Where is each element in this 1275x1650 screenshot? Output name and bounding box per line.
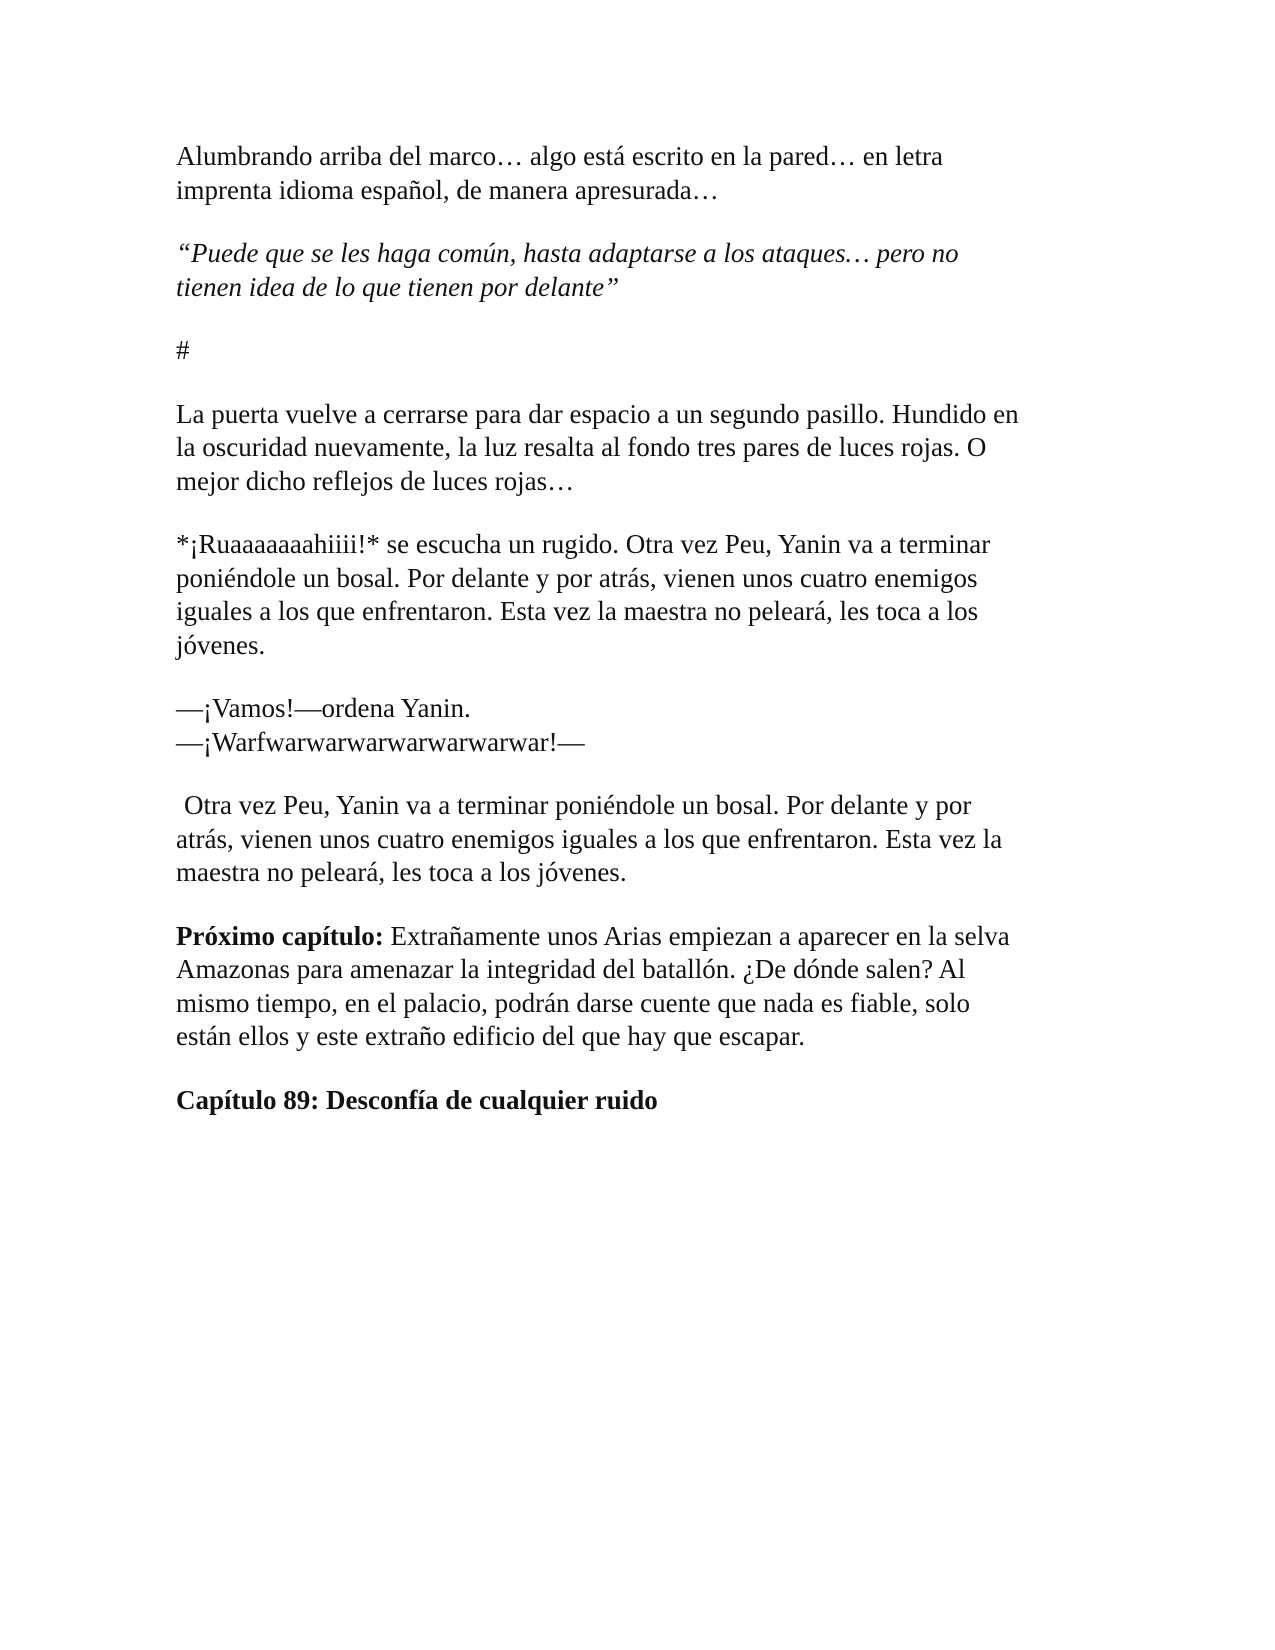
text-line: Alumbrando arriba del marco… algo está escrito en la pared… en letra (176, 141, 943, 171)
text-line: “Puede que se les haga común, hasta adaptarse a los ataques… pero no (176, 238, 959, 268)
dialogue-line: —¡Vamos!—ordena Yanin. (176, 693, 471, 723)
text-line: maestra no peleará, les toca a los jóvenes. (176, 857, 627, 887)
text-line: la oscuridad nuevamente, la luz resalta al fondo tres pares de luces rojas. O (176, 432, 987, 462)
chapter-heading (176, 1084, 1096, 1118)
quote-paragraph (176, 237, 1096, 304)
next-chapter-text: Extrañamente unos Arias empiezan a aparecer en la selva (383, 920, 1010, 951)
text-line (176, 920, 1096, 954)
text-line: jóvenes. (176, 629, 266, 660)
next-chapter-preview (176, 920, 1096, 1054)
text-line: La puerta vuelve a cerrarse para dar espacio a un segundo pasillo. Hundido en (176, 398, 1019, 429)
next-chapter-label: Próximo capítulo: (176, 920, 384, 951)
paragraph-repeat (176, 789, 1096, 890)
text-line: *¡Ruaaaaaaahiiii!* se escucha un rugido. Otra vez Peu, Yanin va a terminar (176, 529, 991, 559)
document-page (176, 140, 1096, 1147)
paragraph-roar (176, 528, 1096, 662)
chapter-title: Capítulo 89: Desconfía de cualquier ruido (176, 1084, 658, 1115)
dialogue-line: —¡Warfwarwarwarwarwarwarwar!— (176, 726, 585, 757)
text-line: Amazonas para amenazar la integridad del batallón. ¿De dónde salen? Al (176, 954, 966, 984)
text-line: atrás, vienen unos cuatro enemigos iguales a los que enfrentaron. Esta vez la (176, 823, 1003, 854)
text-line: imprenta idioma español, de manera apresurada… (176, 174, 719, 205)
text-line: mejor dicho reflejos de luces rojas… (176, 465, 575, 496)
paragraph-inscription (176, 140, 1096, 207)
text-line: iguales a los que enfrentaron. Esta vez la maestra no peleará, les toca a los (176, 596, 979, 626)
paragraph-corridor (176, 398, 1096, 499)
text-line: mismo tiempo, en el palacio, podrán darse cuente que nada es fiable, solo (176, 987, 970, 1018)
text-line: están ellos y este extraño edificio del que hay que escapar. (176, 1021, 806, 1051)
separator-mark: # (176, 335, 190, 365)
text-line: poniéndole un bosal. Por delante y por atrás, vienen unos cuatro enemigos (176, 562, 978, 593)
text-line: Otra vez Peu, Yanin va a terminar poniéndole un bosal. Por delante y por (184, 790, 972, 820)
dialogue-block (176, 692, 1096, 759)
scene-separator (176, 334, 1096, 368)
text-line: tienen idea de lo que tienen por delante” (176, 271, 620, 302)
